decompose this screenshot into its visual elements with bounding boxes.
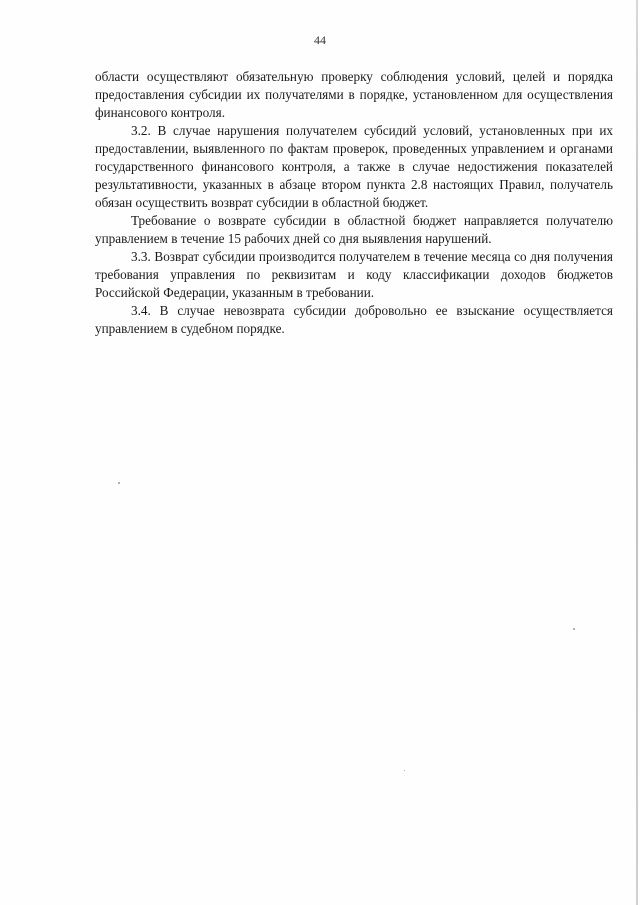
paragraph-intro: области осуществляют обязательную проверку соблюдения условий, целей и порядка предоставления субсидии их получателями в порядке, установленном для осуществления финансового контроля. xyxy=(95,69,613,120)
scan-edge-shadow xyxy=(636,0,638,905)
paragraph-3-4: 3.4. В случае невозврата субсидии добровольно ее взыскание осуществляется управлением в судебном порядке. xyxy=(95,303,613,336)
paragraph-3-3: 3.3. Возврат субсидии производится получателем в течение месяца со дня получения требования управления по реквизитам и коду классификации доходов бюджетов Российской Федерации, указанным в требовании. xyxy=(95,249,613,300)
page-number: 44 xyxy=(314,33,326,47)
document-body xyxy=(95,68,613,338)
scan-speck xyxy=(573,628,575,630)
paragraph-refund-demand: Требование о возврате субсидии в областной бюджет направляется получателю управлением в течение 15 рабочих дней со дня выявления нарушений. xyxy=(95,213,613,246)
paragraph-3-2: 3.2. В случае нарушения получателем субсидий условий, установленных при их предоставлении, выявленного по фактам проверок, проведенных управлением и органами государственного финансового контроля, а также в случае недостижения показателей результативности, указанных в абзаце втором пункта 2.8 настоящих Правил, получатель обязан осуществить возврат субсидии в областной бюджет. xyxy=(95,123,613,210)
scan-speck xyxy=(404,770,405,771)
scan-speck xyxy=(118,482,120,484)
